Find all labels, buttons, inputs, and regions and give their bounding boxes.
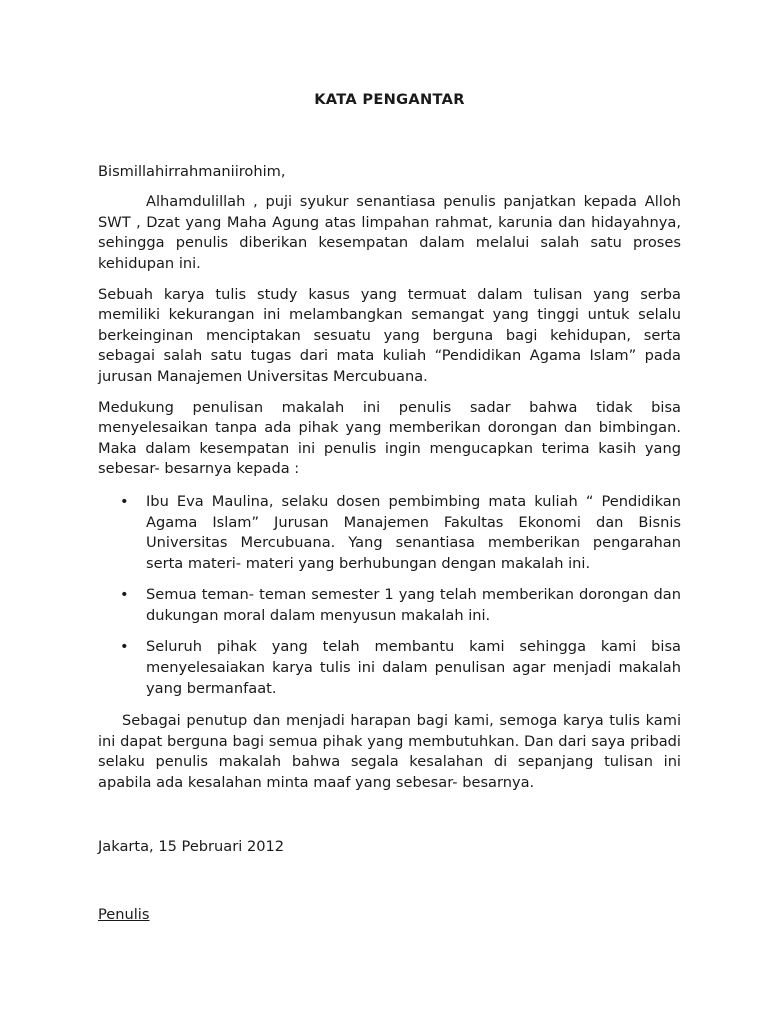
list-item-text: Ibu Eva Maulina, selaku dosen pembimbing mata kuliah “ Pendidikan Agama Islam” Jurusan Manajemen Fakultas Ekonomi dan Bisnis Universitas Mercubuana. Yang senantiasa memberikan pengarahan serta materi- materi yang berhubungan dengan makalah ini.	[146, 492, 681, 572]
place-date: Jakarta, 15 Pebruari 2012	[98, 837, 285, 855]
list-item	[98, 492, 681, 574]
list-item-text: Semua teman- teman semester 1 yang telah memberikan dorongan dan dukungan moral dalam menyusun makalah ini.	[146, 586, 681, 624]
list-item-text: Seluruh pihak yang telah membantu kami sehingga kami bisa menyelesaiakan karya tulis ini dalam penulisan agar menjadi makalah yang bermanfaat.	[146, 638, 681, 697]
paragraph-closing: Sebagai penutup dan menjadi harapan bagi kami, semoga karya tulis kami ini dapat berguna bagi semua pihak yang membutuhkan. Dan dari saya pribadi selaku penulis makalah bahwa segala kesalahan di sepanjang tulisan ini apabila ada kesalahan minta maaf yang sebesar- besarnya.	[98, 712, 681, 792]
paragraph-purpose: Sebuah karya tulis study kasus yang termuat dalam tulisan yang serba memiliki kekurangan ini melambangkan semangat yang tinggi untuk selalu berkeinginan menciptakan sesuatu yang berguna bagi kehidupan, serta sebagai salah satu tugas dari mata kuliah “Pendidikan Agama Islam” pada jurusan Manajemen Universitas Mercubuana.	[98, 285, 681, 385]
document-title: KATA PENGANTAR	[314, 91, 465, 108]
bullet-icon: •	[120, 586, 129, 604]
paragraph-acknowledgement-intro: Medukung penulisan makalah ini penulis sadar bahwa tidak bisa menyelesaikan tanpa ada pihak yang memberikan dorongan dan bimbingan. Maka dalam kesempatan ini penulis ingin mengucapkan terima kasih yang sebesar- besarnya kepada :	[98, 398, 681, 478]
paragraph-opening: Alhamdulillah , puji syukur senantiasa penulis panjatkan kepada Alloh SWT , Dzat yang Maha Agung atas limpahan rahmat, karunia dan hidayahnya, sehingga penulis diberikan kesempatan dalam melalui salah satu proses kehidupan ini.	[98, 193, 681, 272]
bullet-icon: •	[120, 492, 129, 510]
bullet-icon: •	[120, 638, 129, 656]
greeting-text: Bismillahirrahmaniirohim,	[98, 162, 286, 180]
list-item	[98, 637, 681, 699]
author-signature: Penulis	[98, 906, 150, 924]
list-item	[98, 585, 681, 626]
document-page	[98, 90, 681, 926]
acknowledgement-list	[98, 492, 681, 699]
